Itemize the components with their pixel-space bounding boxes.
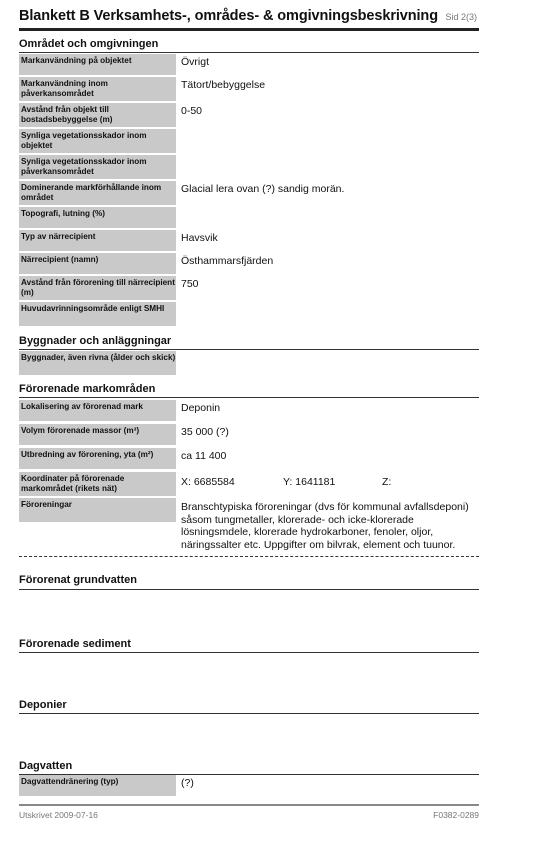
field-label: Huvudavrinningsområde enligt SMHI (19, 302, 176, 326)
field-label: Byggnader, även rivna (ålder och skick) (19, 351, 176, 375)
field-value: Deponin (181, 402, 221, 414)
field-label: Markanvändning inom påverkansområdet (19, 77, 176, 101)
field-label: Föroreningar (19, 498, 176, 522)
section-title-stormwater: Dagvatten (19, 760, 73, 772)
field-value: Havsvik (181, 232, 218, 244)
field-row (19, 351, 479, 375)
section-title-buildings: Byggnader och anläggningar (19, 335, 172, 347)
field-row (19, 207, 479, 228)
section-title-sediment: Förorenade sediment (19, 638, 131, 650)
field-label: Dominerande markförhållande inom området (19, 181, 176, 205)
coordinates-row (19, 472, 479, 496)
field-label: Synliga vegetationsskador inom objektet (19, 129, 176, 153)
section-title-landfills: Deponier (19, 699, 67, 711)
field-label: Synliga vegetationsskador inom påverkansområdet (19, 155, 176, 179)
field-row (19, 155, 479, 179)
field-row (19, 77, 479, 101)
field-label: Lokalisering av förorenad mark (19, 400, 176, 421)
page-header (19, 7, 479, 29)
section-rule (19, 589, 479, 590)
form-code: F0382-0289 (433, 810, 479, 820)
field-row (19, 181, 479, 205)
coordinate-y: Y: 1641181 (283, 476, 336, 488)
section-rule (19, 397, 479, 398)
section-title-area: Området och omgivningen (19, 38, 159, 50)
coordinate-x: X: 6685584 (181, 476, 235, 488)
field-value: 0-50 (181, 105, 203, 117)
section-title-groundwater: Förorenat grundvatten (19, 574, 137, 586)
field-value: Östhammarsfjärden (181, 255, 274, 267)
pollutants-value (181, 501, 469, 551)
field-label: Närrecipient (namn) (19, 253, 176, 274)
field-row (19, 276, 479, 300)
field-label: Utbredning av förorening, yta (m²) (19, 448, 176, 469)
pollutants-line: näringssalter etc. Uppgifter om bilvrak, element och tuunor. (181, 538, 456, 551)
field-label: Markanvändning på objektet (19, 54, 176, 75)
field-row (19, 253, 479, 274)
field-row (19, 302, 479, 326)
field-row (19, 103, 479, 127)
page-number: Sid 2(3) (445, 12, 477, 22)
header-rule (19, 28, 479, 31)
footer-rule (19, 804, 479, 806)
field-label: Volym förorenade massor (m³) (19, 424, 176, 445)
field-row (19, 400, 479, 421)
field-row (19, 775, 479, 796)
field-label: Avstånd från objekt till bostadsbebyggelse (m) (19, 103, 176, 127)
field-row (19, 230, 479, 251)
field-row (19, 448, 479, 469)
field-value: ca 11 400 (181, 450, 227, 462)
print-date: Utskrivet 2009-07-16 (19, 810, 98, 820)
field-row (19, 54, 479, 75)
field-row (19, 424, 479, 445)
field-value: 35 000 (?) (181, 426, 229, 438)
pollutants-row (19, 498, 479, 551)
field-label: Typ av närrecipient (19, 230, 176, 251)
section-title-contaminated: Förorenade markområden (19, 383, 156, 395)
coordinate-z: Z: (382, 476, 392, 488)
field-label: Koordinater på förorenade markområdet (rikets nät) (19, 472, 176, 496)
pollutants-line: Branschtypiska föroreningar (dvs för kommunal avfallsdeponi) (181, 501, 469, 513)
section-rule (19, 652, 479, 653)
dashed-divider (19, 556, 479, 557)
section-rule (19, 713, 479, 714)
field-value: 750 (181, 278, 199, 290)
field-value: (?) (181, 777, 194, 789)
field-value: Övrigt (181, 56, 210, 68)
form-title: Blankett B Verksamhets-, områdes- & omgivningsbeskrivning (19, 8, 438, 24)
section-rule (19, 349, 479, 350)
pollutants-line: lösningsmdele, klorerade hydrokarboner, fenoler, oljor, (181, 526, 434, 539)
field-value: Tätort/bebyggelse (181, 79, 266, 91)
field-value: Glacial lera ovan (?) sandig morän. (181, 183, 345, 195)
section-rule (19, 52, 479, 53)
field-label: Dagvattendränering (typ) (19, 775, 176, 796)
field-label: Avstånd från förorening till närrecipient (m) (19, 276, 176, 300)
field-row (19, 129, 479, 153)
field-label: Topografi, lutning (%) (19, 207, 176, 228)
pollutants-line: såsom tungmetaller, klorerade- och icke-klorerade (181, 513, 414, 526)
